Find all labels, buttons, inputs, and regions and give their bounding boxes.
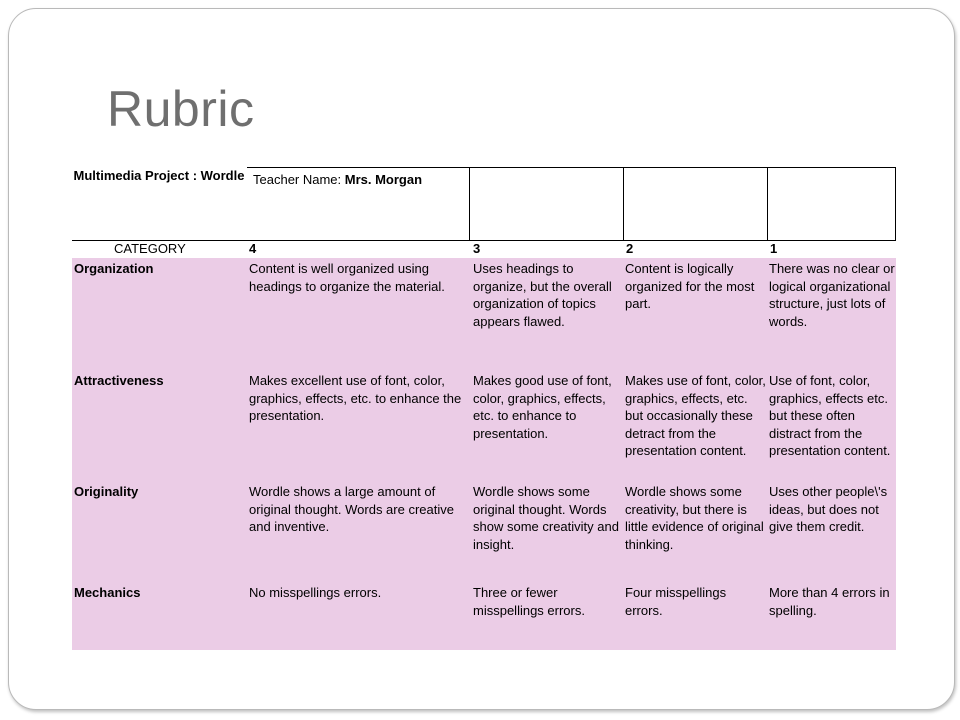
score-header-1: 1 — [770, 241, 778, 256]
table-cell: Wordle shows some creativity, but there is little evidence of original thinking. — [625, 484, 764, 552]
table-cell: Makes good use of font, color, graphics, effects, etc. to enhance to presentation. — [473, 373, 612, 441]
table-cell: Four misspellings errors. — [625, 585, 727, 618]
score-header-3: 3 — [473, 241, 481, 256]
header-empty-cell — [469, 167, 624, 240]
category-attractiveness: Attractiveness — [74, 373, 164, 388]
score-header-4: 4 — [249, 241, 257, 256]
category-organization: Organization — [74, 261, 154, 276]
teacher-label: Teacher Name: — [253, 172, 345, 187]
category-originality: Originality — [74, 484, 139, 499]
table-cell: Uses headings to organize, but the overall organization of topics appears flawed. — [473, 261, 612, 329]
table-cell: Wordle shows some original thought. Words show some creativity and insight. — [473, 484, 619, 552]
header-empty-cell — [768, 167, 896, 240]
project-title: Multimedia Project : Wordle — [73, 168, 245, 183]
table-cell: Content is well organized using headings to organize the material. — [249, 261, 445, 294]
table-cell: More than 4 errors in spelling. — [769, 585, 890, 618]
teacher-name-cell — [247, 167, 469, 240]
slide-title: Rubric — [107, 81, 255, 137]
table-cell: There was no clear or logical organizational structure, just lots of words. — [769, 261, 895, 329]
table-cell: No misspellings errors. — [249, 585, 382, 600]
header-empty-cell — [624, 167, 768, 240]
table-cell: Makes excellent use of font, color, graphics, effects, etc. to enhance the presentation. — [249, 373, 462, 423]
table-cell: Uses other people\'s ideas, but does not give them credit. — [769, 484, 888, 534]
table-cell: Makes use of font, color, graphics, effects, etc. but occasionally these detract from the presentation content. — [625, 373, 766, 458]
table-cell: Use of font, color, graphics, effects etc. but these often distract from the presentation content. — [769, 373, 891, 458]
category-header: CATEGORY — [114, 241, 186, 256]
teacher-name: Mrs. Morgan — [344, 172, 423, 187]
table-cell: Content is logically organized for the most part. — [625, 261, 755, 311]
category-mechanics: Mechanics — [74, 585, 141, 600]
table-cell: Three or fewer misspellings errors. — [473, 585, 585, 618]
score-header-2: 2 — [626, 241, 634, 256]
table-cell: Wordle shows a large amount of original thought. Words are creative and inventive. — [249, 484, 454, 534]
